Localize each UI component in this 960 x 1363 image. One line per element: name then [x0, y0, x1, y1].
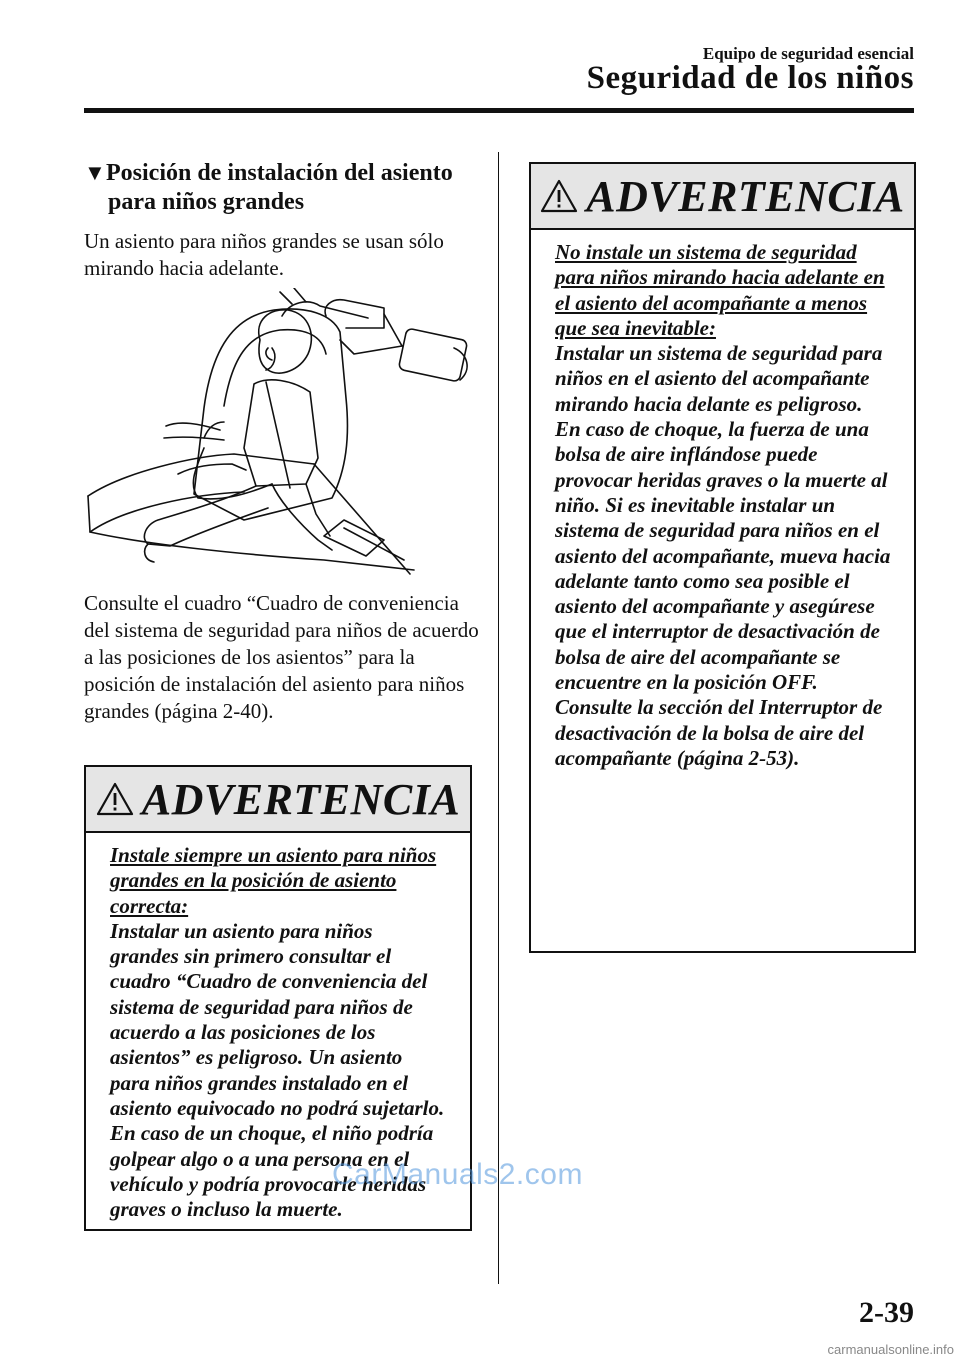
warning-text-line: golpear algo o a una persona en el [110, 1146, 410, 1171]
warning-text-line: provocar heridas graves o la muerte al [555, 467, 888, 492]
warning-text-line: sistema de seguridad para niños en el [555, 518, 880, 543]
warning-text-line: adelante tanto como sea posible el [555, 568, 850, 593]
warning-triangle-icon [96, 782, 134, 816]
warning-underlined-line: el asiento del acompañante a menos [555, 290, 868, 315]
warning-box-right [529, 162, 916, 953]
warning-text-line: asiento del acompañante, mueva hacia [555, 543, 891, 568]
warning-text-line: bolsa de aire inflándose puede [555, 442, 818, 467]
intro-paragraph: Un asiento para niños grandes se usan sólo mirando hacia adelante. [84, 229, 444, 280]
warning-text-line: desactivación de la bolsa de aire del [555, 720, 865, 745]
warning-label: ADVERTENCIA [141, 774, 461, 824]
warning-label: ADVERTENCIA [586, 171, 905, 221]
warning-text-line: asiento equivocado no podrá sujetarlo. [110, 1095, 445, 1120]
warning-underlined-line: No instale un sistema de seguridad [555, 240, 857, 264]
warning-underlined-line: grandes en la posición de asiento [110, 868, 397, 893]
warning-underlined-line: correcta: [110, 893, 189, 918]
warning-text-line: sistema de seguridad para niños de [110, 994, 413, 1019]
warning-text-line: para niños grandes instalado en el [110, 1070, 409, 1095]
warning-body [531, 230, 914, 781]
booster-seat-illustration [84, 288, 480, 580]
warning-text-line: cuadro “Cuadro de conveniencia del [110, 969, 428, 994]
warning-text-line: asientos” es peligroso. Un asiento [110, 1045, 403, 1070]
warning-text-line: grandes sin primero consultar el [110, 944, 392, 969]
warning-underlined-line: Instale siempre un asiento para niños [110, 843, 437, 867]
footer-url: carmanualsonline.info [827, 1342, 954, 1357]
warning-text-line: acompañante (página 2-53). [555, 745, 800, 770]
page-number: 2-39 [859, 1296, 914, 1329]
warning-text-line: encuentre en la posición OFF. [555, 670, 818, 695]
header-section-label: Equipo de seguridad esencial [702, 44, 914, 63]
warning-text-line: asiento del acompañante y asegúrese [555, 594, 875, 619]
warning-text-line: En caso de choque, la fuerza de una [555, 417, 869, 442]
section-heading-line1: Posición de instalación del asiento [106, 160, 453, 186]
section-heading [84, 158, 484, 217]
warning-underlined-line: que sea inevitable: [555, 315, 716, 340]
warning-text-line: En caso de un choque, el niño podría [110, 1121, 434, 1146]
warning-underlined-line: para niños mirando hacia adelante en [555, 265, 885, 290]
column-divider [498, 152, 499, 1284]
warning-text-line: bolsa de aire del acompañante se [555, 644, 841, 669]
warning-text-line: Instalar un asiento para niños [110, 918, 373, 943]
consult-paragraph: Consulte el cuadro “Cuadro de conveniencia del sistema de seguridad para niños de acuerdo a las posiciones de los asientos” para la posición de instalación del asiento para niños grandes (página 2-40). [84, 591, 479, 723]
warning-text-line: Instalar un sistema de seguridad para [555, 341, 883, 366]
warning-text-line: vehículo y podría provocarle heridas [110, 1171, 427, 1196]
page-title: Seguridad de los niños [586, 60, 914, 96]
warning-header [531, 164, 914, 230]
header-rule [84, 108, 914, 113]
watermark: CarManuals2.com [332, 1158, 583, 1191]
warning-text-line: acuerdo a las posiciones de los [110, 1020, 376, 1045]
triangle-marker-icon: ▼ [84, 160, 106, 185]
warning-text-line: niño. Si es inevitable instalar un [555, 492, 836, 517]
warning-text-line: graves o incluso la muerte. [110, 1197, 343, 1222]
warning-triangle-icon [540, 179, 578, 213]
warning-text-line: que el interruptor de desactivación de [555, 619, 880, 644]
warning-text-line: mirando hacia delante es peligroso. [555, 391, 863, 416]
warning-text-line: niños en el asiento del acompañante [555, 366, 870, 391]
warning-header [86, 767, 470, 833]
warning-text-line: Consulte la sección del Interruptor de [555, 695, 883, 720]
section-heading-line2: para niños grandes [108, 189, 305, 215]
